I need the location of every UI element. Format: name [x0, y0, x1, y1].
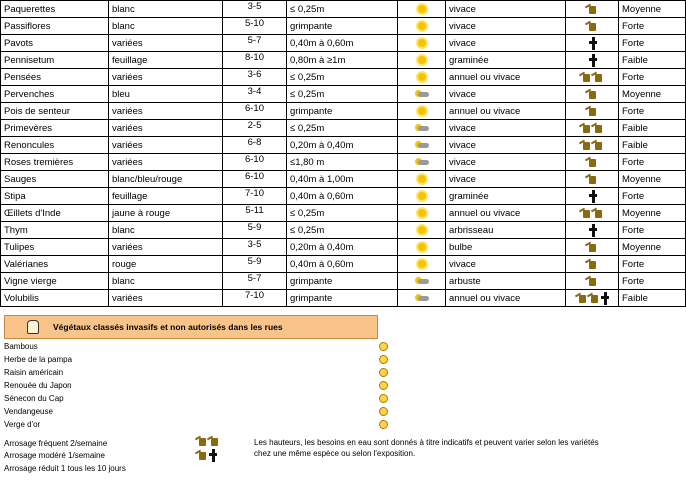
plant-watering-cell — [566, 290, 619, 307]
table-row — [1, 137, 686, 154]
sun-icon — [418, 56, 426, 64]
plant-height-cell: ≤ 0,25m — [287, 86, 398, 103]
plant-name-cell: Renoncules — [1, 137, 109, 154]
plant-name-cell: Thym — [1, 222, 109, 239]
cactus-icon — [589, 54, 597, 67]
frown-icon — [379, 355, 388, 364]
plant-color-cell: variées — [109, 103, 223, 120]
plant-color-cell: blanc — [109, 222, 223, 239]
plant-color-cell: bleu — [109, 86, 223, 103]
plant-type-cell: annuel ou vivace — [446, 290, 566, 307]
plant-resistance-cell: Moyenne — [619, 171, 686, 188]
table-row — [1, 256, 686, 273]
plant-name-cell: Pois de senteur — [1, 103, 109, 120]
plant-exposure-cell — [398, 239, 446, 256]
sun-icon — [418, 22, 426, 30]
table-row — [1, 1, 686, 18]
plant-resistance-cell: Faible — [619, 52, 686, 69]
plant-exposure-cell — [398, 35, 446, 52]
plant-watering-cell — [566, 188, 619, 205]
sun-icon — [418, 209, 426, 217]
list-item — [4, 418, 391, 431]
plant-name-cell: Volubilis — [1, 290, 109, 307]
plant-resistance-cell: Moyenne — [619, 205, 686, 222]
plant-resistance-cell: Moyenne — [619, 239, 686, 256]
plant-exposure-cell — [398, 137, 446, 154]
watering-can-icon — [585, 88, 599, 100]
invasive-item-label: Bambous — [4, 342, 38, 351]
legend-icon-row — [196, 448, 246, 462]
list-item — [4, 405, 391, 418]
plant-exposure-cell — [398, 273, 446, 290]
table-row — [1, 103, 686, 120]
table-row — [1, 35, 686, 52]
frown-icon — [379, 407, 388, 416]
zone-value: 6-10 — [244, 153, 264, 165]
plant-resistance-cell: Forte — [619, 18, 686, 35]
sun-cloud-icon — [415, 141, 429, 148]
watering-can-icon — [591, 139, 605, 151]
plant-color-cell: blanc/bleu/rouge — [109, 171, 223, 188]
plant-name-cell: Tulipes — [1, 239, 109, 256]
plant-name-cell: Primevères — [1, 120, 109, 137]
table-row — [1, 273, 686, 290]
plant-watering-cell — [566, 69, 619, 86]
watering-can-icon — [585, 3, 599, 15]
table-row — [1, 154, 686, 171]
plant-type-cell: vivace — [446, 137, 566, 154]
plant-type-cell: arbrisseau — [446, 222, 566, 239]
zone-value: 6-10 — [244, 170, 264, 182]
plant-watering-cell — [566, 137, 619, 154]
zone-value: 6-10 — [244, 102, 264, 114]
plant-exposure-cell — [398, 290, 446, 307]
legend-item: Arrosage fréquent 2/semaine — [4, 438, 108, 448]
plant-resistance-cell: Forte — [619, 154, 686, 171]
watering-can-icon — [587, 292, 601, 304]
plant-height-cell: ≤1,80 m — [287, 154, 398, 171]
plant-zone-cell — [223, 86, 287, 103]
plant-color-cell: variées — [109, 154, 223, 171]
plant-zone-cell — [223, 171, 287, 188]
plant-watering-cell — [566, 205, 619, 222]
plant-resistance-cell: Forte — [619, 35, 686, 52]
plant-type-cell: annuel ou vivace — [446, 205, 566, 222]
table-row — [1, 205, 686, 222]
plant-watering-cell — [566, 154, 619, 171]
hand-icon — [27, 320, 39, 334]
cactus-icon — [601, 292, 609, 305]
plant-name-cell: Pavots — [1, 35, 109, 52]
plant-resistance-cell: Moyenne — [619, 86, 686, 103]
plant-type-cell: annuel ou vivace — [446, 103, 566, 120]
plant-name-cell: Stipa — [1, 188, 109, 205]
plant-name-cell: Passiflores — [1, 18, 109, 35]
sun-icon — [418, 175, 426, 183]
sun-icon — [418, 226, 426, 234]
plant-height-cell: 0,80m à ≥1m — [287, 52, 398, 69]
plant-height-cell: 0,40m à 1,00m — [287, 171, 398, 188]
plant-type-cell: vivace — [446, 154, 566, 171]
plant-type-cell: vivace — [446, 120, 566, 137]
plant-zone-cell — [223, 222, 287, 239]
plant-height-cell: ≤ 0,25m — [287, 205, 398, 222]
plant-zone-cell — [223, 188, 287, 205]
plant-height-cell: ≤ 0,25m — [287, 222, 398, 239]
watering-can-icon — [585, 20, 599, 32]
plant-height-cell: grimpante — [287, 18, 398, 35]
table-row — [1, 18, 686, 35]
plant-color-cell: variées — [109, 120, 223, 137]
frown-icon — [379, 420, 388, 429]
invasive-item-label: Herbe de la pampa — [4, 355, 73, 364]
plant-name-cell: Vigne vierge — [1, 273, 109, 290]
plant-watering-cell — [566, 86, 619, 103]
plant-color-cell: variées — [109, 137, 223, 154]
list-item — [4, 379, 391, 392]
zone-value: 6-8 — [247, 136, 262, 148]
sun-cloud-icon — [415, 90, 429, 97]
zone-value: 3-5 — [247, 238, 262, 250]
plant-name-cell: Œillets d'Inde — [1, 205, 109, 222]
zone-value: 5-7 — [247, 34, 262, 46]
frown-icon — [379, 381, 388, 390]
zone-value: 7-10 — [244, 289, 264, 301]
plant-resistance-cell: Forte — [619, 103, 686, 120]
plant-type-cell: vivace — [446, 35, 566, 52]
plant-name-cell: Pervenches — [1, 86, 109, 103]
zone-value: 3-5 — [247, 0, 262, 12]
plant-zone-cell — [223, 256, 287, 273]
plant-exposure-cell — [398, 18, 446, 35]
plant-exposure-cell — [398, 86, 446, 103]
plant-zone-cell — [223, 273, 287, 290]
legend-icons — [196, 434, 246, 462]
plant-color-cell: blanc — [109, 273, 223, 290]
invasive-item-label: Vendangeuse — [4, 407, 53, 416]
plant-zone-cell — [223, 239, 287, 256]
watering-can-icon — [195, 449, 209, 461]
plant-zone-cell — [223, 18, 287, 35]
plant-exposure-cell — [398, 154, 446, 171]
plant-type-cell: vivace — [446, 18, 566, 35]
plant-watering-cell — [566, 222, 619, 239]
table-row — [1, 52, 686, 69]
plant-color-cell: feuillage — [109, 188, 223, 205]
sun-cloud-icon — [415, 294, 429, 301]
legend-item: Arrosage modéré 1/semaine — [4, 451, 105, 461]
list-item — [4, 366, 391, 379]
plant-watering-cell — [566, 239, 619, 256]
table-row — [1, 171, 686, 188]
plant-height-cell: ≤ 0,25m — [287, 120, 398, 137]
invasive-item-label: Verge d'or — [4, 420, 41, 429]
watering-legend — [4, 437, 126, 475]
plant-height-cell: grimpante — [287, 103, 398, 120]
zone-value: 3-6 — [247, 68, 262, 80]
plant-zone-cell — [223, 69, 287, 86]
list-item — [4, 340, 391, 353]
plant-zone-cell — [223, 120, 287, 137]
zone-value: 2-5 — [247, 119, 262, 131]
zone-value: 5-9 — [247, 221, 262, 233]
watering-can-icon — [585, 275, 599, 287]
plant-resistance-cell: Faible — [619, 137, 686, 154]
plant-resistance-cell: Forte — [619, 222, 686, 239]
plant-height-cell: grimpante — [287, 290, 398, 307]
zone-value: 7-10 — [244, 187, 264, 199]
plant-zone-cell — [223, 205, 287, 222]
plant-name-cell: Roses tremières — [1, 154, 109, 171]
plant-resistance-cell: Forte — [619, 188, 686, 205]
legend-item: Arrosage réduit 1 tous les 10 jours — [4, 463, 126, 473]
watering-can-icon — [585, 241, 599, 253]
zone-value: 5-9 — [247, 255, 262, 267]
watering-can-icon — [591, 71, 605, 83]
legend-icon-row — [196, 434, 246, 448]
plant-name-cell: Pensées — [1, 69, 109, 86]
plant-resistance-cell: Forte — [619, 69, 686, 86]
plant-watering-cell — [566, 120, 619, 137]
plant-color-cell: feuillage — [109, 52, 223, 69]
plant-resistance-cell: Forte — [619, 273, 686, 290]
plant-exposure-cell — [398, 171, 446, 188]
zone-value: 8-10 — [244, 51, 264, 63]
plant-exposure-cell — [398, 222, 446, 239]
plant-zone-cell — [223, 1, 287, 18]
plant-resistance-cell: Forte — [619, 256, 686, 273]
sun-icon — [418, 39, 426, 47]
plant-watering-cell — [566, 52, 619, 69]
plant-name-cell: Paquerettes — [1, 1, 109, 18]
invasive-item-label: Sénecon du Cap — [4, 394, 64, 403]
plant-zone-cell — [223, 137, 287, 154]
plant-name-cell: Sauges — [1, 171, 109, 188]
plant-exposure-cell — [398, 103, 446, 120]
plant-exposure-cell — [398, 1, 446, 18]
plant-color-cell: variées — [109, 290, 223, 307]
plant-exposure-cell — [398, 188, 446, 205]
zone-value: 3-4 — [247, 85, 262, 97]
plant-color-cell: variées — [109, 35, 223, 52]
plant-resistance-cell: Moyenne — [619, 1, 686, 18]
sun-cloud-icon — [415, 277, 429, 284]
plant-table-body — [1, 1, 686, 307]
plant-type-cell: bulbe — [446, 239, 566, 256]
plant-watering-cell — [566, 1, 619, 18]
watering-can-icon — [591, 122, 605, 134]
zone-value: 5-7 — [247, 272, 262, 284]
table-row — [1, 86, 686, 103]
plant-height-cell: 0,20m à 0,40m — [287, 137, 398, 154]
plant-watering-cell — [566, 18, 619, 35]
plant-color-cell: variées — [109, 239, 223, 256]
table-row — [1, 222, 686, 239]
frown-icon — [379, 368, 388, 377]
plant-height-cell: ≤ 0,25m — [287, 69, 398, 86]
plant-watering-cell — [566, 256, 619, 273]
plant-zone-cell — [223, 154, 287, 171]
zone-value: 5-10 — [244, 17, 264, 29]
plant-height-cell: 0,40m à 0,60m — [287, 188, 398, 205]
plant-height-cell: 0,40m à 0,60m — [287, 256, 398, 273]
watering-can-icon — [585, 156, 599, 168]
plant-height-cell: 0,40m à 0,60m — [287, 35, 398, 52]
plant-type-cell: vivace — [446, 171, 566, 188]
plant-color-cell: variées — [109, 69, 223, 86]
invasive-item-label: Raisin américain — [4, 368, 64, 377]
cactus-icon — [589, 224, 597, 237]
plant-exposure-cell — [398, 69, 446, 86]
plant-color-cell: blanc — [109, 1, 223, 18]
plant-type-cell: vivace — [446, 1, 566, 18]
plant-zone-cell — [223, 35, 287, 52]
watering-can-icon — [591, 207, 605, 219]
sun-icon — [418, 107, 426, 115]
plant-resistance-cell: Faible — [619, 120, 686, 137]
plant-type-cell: arbuste — [446, 273, 566, 290]
plant-type-cell: graminée — [446, 52, 566, 69]
sun-icon — [418, 243, 426, 251]
plant-exposure-cell — [398, 52, 446, 69]
zone-value: 5-11 — [245, 204, 264, 216]
plant-name-cell: Valérianes — [1, 256, 109, 273]
table-row — [1, 290, 686, 307]
plant-watering-cell — [566, 171, 619, 188]
invasive-item-label: Renouée du Japon — [4, 381, 72, 390]
plant-color-cell: blanc — [109, 18, 223, 35]
table-row — [1, 120, 686, 137]
watering-can-icon — [207, 435, 221, 447]
plant-color-cell: jaune à rouge — [109, 205, 223, 222]
plant-color-cell: rouge — [109, 256, 223, 273]
frown-icon — [379, 342, 388, 351]
plant-watering-cell — [566, 273, 619, 290]
plant-zone-cell — [223, 52, 287, 69]
list-item — [4, 353, 391, 366]
sun-cloud-icon — [415, 124, 429, 131]
plant-watering-cell — [566, 103, 619, 120]
plant-height-cell: grimpante — [287, 273, 398, 290]
invasive-header — [4, 315, 378, 339]
legend-note: Les hauteurs, les besoins en eau sont donnés à titre indicatifs et peuvent varier selon les variétés chez une même espèce ou selon l'exposition. — [254, 438, 599, 458]
list-item — [4, 392, 391, 405]
plant-height-cell: 0,20m à 0,40m — [287, 239, 398, 256]
plant-exposure-cell — [398, 256, 446, 273]
sun-icon — [418, 260, 426, 268]
plant-name-cell: Pennisetum — [1, 52, 109, 69]
table-row — [1, 188, 686, 205]
sun-cloud-icon — [415, 158, 429, 165]
frown-icon — [379, 394, 388, 403]
plant-type-cell: vivace — [446, 86, 566, 103]
plant-height-cell: ≤ 0,25m — [287, 1, 398, 18]
plant-resistance-cell: Faible — [619, 290, 686, 307]
invasive-title: Végétaux classés invasifs et non autorisés dans les rues — [53, 322, 283, 332]
table-row — [1, 239, 686, 256]
plant-exposure-cell — [398, 120, 446, 137]
sun-icon — [418, 5, 426, 13]
cactus-icon — [589, 37, 597, 50]
plant-zone-cell — [223, 290, 287, 307]
plant-exposure-cell — [398, 205, 446, 222]
plant-type-cell: vivace — [446, 256, 566, 273]
plant-watering-cell — [566, 35, 619, 52]
sun-icon — [418, 192, 426, 200]
plant-zone-cell — [223, 103, 287, 120]
sun-icon — [418, 73, 426, 81]
cactus-icon — [589, 190, 597, 203]
watering-can-icon — [585, 105, 599, 117]
table-row — [1, 69, 686, 86]
plant-type-cell: annuel ou vivace — [446, 69, 566, 86]
plant-type-cell: graminée — [446, 188, 566, 205]
invasive-list — [4, 340, 391, 431]
watering-can-icon — [585, 173, 599, 185]
cactus-icon — [209, 449, 217, 462]
watering-can-icon — [585, 258, 599, 270]
